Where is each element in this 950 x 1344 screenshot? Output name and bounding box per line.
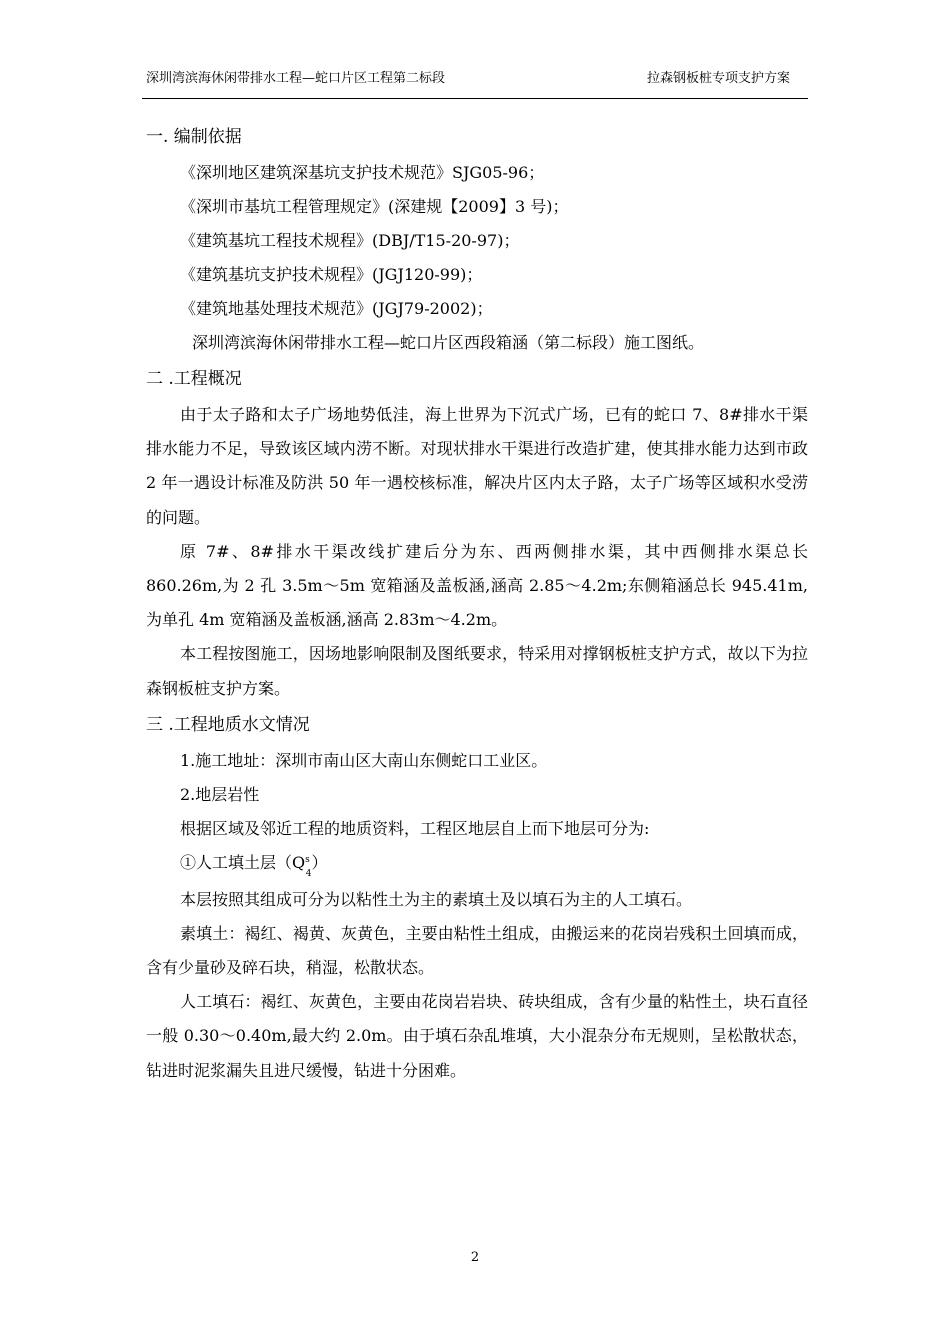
section3-heading: 三 .工程地质水文情况 [146,714,310,735]
document-body [146,118,808,1088]
overview-paragraph: 由于太子路和太子广场地势低洼，海上世界为下沉式广场，已有的蛇口 7、8#排水干渠排水能力不足，导致该区域内涝不断。对现状排水干渠进行改造扩建，使其排水能力达到市政 2 年一遇设计标准及防洪 50 年一遇校核标准，解决片区内太子路，太子广场等区域积水受涝的问题。 [146,405,808,527]
strata-heading: 2.地层岩性 [180,784,260,804]
layer1-prefix: ①人工填土层（Q [180,852,306,872]
site-address: 1.施工地址：深圳市南山区大南山东侧蛇口工业区。 [180,750,548,770]
reference-item: 《建筑基坑支护技术规程》(JGJ120-99)； [180,265,483,284]
layer1-heading [146,846,808,883]
section1-heading: 一. 编制依据 [146,127,242,147]
header-divider [142,98,808,99]
overview-paragraph: 本工程按图施工，因场地影响限制及图纸要求，特采用对撑钢板桩支护方式，故以下为拉森钢板桩支护方案。 [146,644,808,698]
layer1-subscript: 4 [305,868,312,879]
fill-description: 人工填石：褐红、灰黄色，主要由花岗岩岩块、砖块组成，含有少量的粘性土，块石直径一般 0.30～0.40m,最大约 2.0m。由于填石杂乱堆填，大小混杂分布无规则，呈松散状态，钻进时泥浆漏失且进尺缓慢，钻进十分困难。 [146,992,808,1080]
header-project-title: 深圳湾滨海休闲带排水工程—蛇口片区工程第二标段 [146,71,446,86]
section2-heading: 二 .工程概况 [146,369,242,389]
page-number: 2 [470,1250,480,1265]
layer1-description: 本层按照其组成可分为以粘性土为主的素填土及以填石为主的人工填石。 [180,889,693,909]
layer1-superscript: s [305,854,310,865]
reference-item: 深圳湾滨海休闲带排水工程—蛇口片区西段箱涵（第二标段）施工图纸。 [192,333,705,352]
layer1-suffix: ） [311,852,328,872]
header-document-title: 拉森钢板桩专项支护方案 [646,71,790,86]
reference-item: 《建筑基坑工程技术规程》(DBJ/T15-20-97)； [180,231,520,250]
overview-paragraph: 原 7#、8#排水干渠改线扩建后分为东、西两侧排水渠，其中西侧排水渠总长 860.26m,为 2 孔 3.5m～5m 宽箱涵及盖板涵,涵高 2.85～4.2m;东侧箱涵总长 945.41m,为单孔 4m 宽箱涵及盖板涵,涵高 2.83m～4.2m。 [146,541,808,630]
reference-item: 《深圳地区建筑深基坑支护技术规范》SJG05-96； [180,163,545,182]
reference-item: 《深圳市基坑工程管理规定》(深建规【2009】3 号)； [180,197,569,216]
fill-description: 素填土：褐红、褐黄、灰黄色，主要由粘性土组成，由搬运来的花岗岩残积土回填而成，含有少量砂及碎石块，稍湿，松散状态。 [146,923,808,978]
reference-item: 《建筑地基处理技术规范》(JGJ79-2002)； [180,299,493,318]
strata-intro: 根据区域及邻近工程的地质资料，工程区地层自上而下地层可分为: [180,818,650,838]
